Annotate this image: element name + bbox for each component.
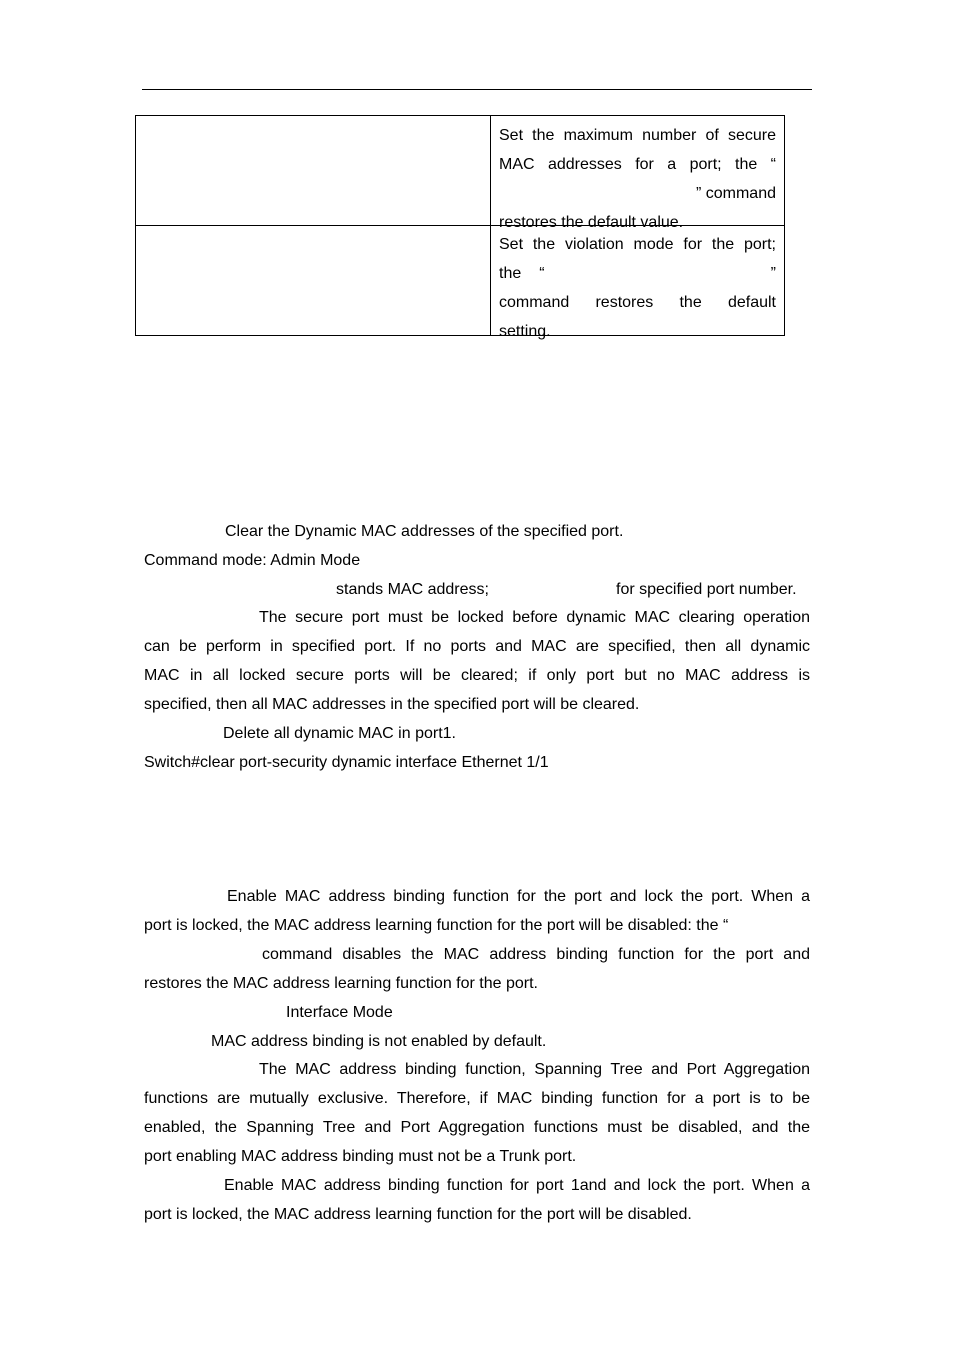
desc-line: MAC addresses for a port; the “	[499, 156, 776, 173]
function-line: port is locked, the MAC address learning function for the port will be disabled: the “	[144, 917, 729, 934]
desc-line: Set the maximum number of secure	[499, 127, 776, 144]
desc-line: ” command	[695, 185, 776, 202]
desc-word: the	[679, 294, 702, 311]
command-cell	[136, 116, 491, 226]
description-cell	[491, 116, 785, 231]
usage-line: The secure port must be locked before dynamic MAC clearing operation	[259, 609, 810, 626]
example-line: Enable MAC address binding function for port 1and and lock the port. When a	[224, 1177, 810, 1194]
desc-line: Set the violation mode for the port;	[499, 236, 776, 253]
parameter-text: for specified port number.	[616, 581, 797, 598]
desc-line: restores the default value.	[499, 214, 684, 231]
usage-line: can be perform in specified port. If no ports and MAC are specified, then all dynamic	[144, 638, 810, 655]
command-table	[135, 115, 785, 340]
usage-line: functions are mutually exclusive. Therefore, if MAC binding function for a port is to be	[144, 1090, 810, 1107]
table-row	[136, 226, 785, 336]
example-command: Switch#clear port-security dynamic interface Ethernet 1/1	[144, 754, 549, 771]
desc-word: restores	[595, 294, 654, 311]
command-cell	[136, 226, 491, 336]
desc-word: “	[539, 265, 545, 282]
usage-line: enabled, the Spanning Tree and Port Aggregation functions must be disabled, and the	[144, 1119, 810, 1136]
desc-word: the	[499, 265, 522, 282]
function-line: command disables the MAC address binding function for the port and	[262, 946, 810, 963]
table-row	[136, 116, 785, 226]
header-rule	[142, 89, 812, 90]
command-mode: Interface Mode	[286, 1004, 393, 1021]
desc-word: default	[727, 294, 776, 311]
function-line: restores the MAC address learning function for the port.	[144, 975, 538, 992]
usage-line: MAC in all locked secure ports will be cleared; if only port but no MAC address is	[144, 667, 810, 684]
usage-line: specified, then all MAC addresses in the specified port will be cleared.	[144, 696, 640, 713]
desc-word: ”	[770, 265, 776, 282]
usage-line: The MAC address binding function, Spanning Tree and Port Aggregation	[259, 1061, 810, 1078]
description-cell	[491, 226, 785, 340]
desc-line	[499, 288, 776, 317]
parameter-text: stands MAC address;	[336, 581, 489, 598]
usage-line: port enabling MAC address binding must not be a Trunk port.	[144, 1148, 577, 1165]
desc-line: setting.	[499, 323, 551, 340]
example-text: Delete all dynamic MAC in port1.	[223, 725, 456, 742]
desc-line	[499, 259, 776, 288]
desc-word: command	[499, 294, 570, 311]
default-text: MAC address binding is not enabled by default.	[211, 1033, 547, 1050]
function-text: Clear the Dynamic MAC addresses of the specified port.	[225, 523, 624, 540]
example-line: port is locked, the MAC address learning function for the port will be disabled.	[144, 1206, 692, 1223]
command-mode: Command mode: Admin Mode	[144, 552, 361, 569]
function-line: Enable MAC address binding function for the port and lock the port. When a	[227, 888, 810, 905]
